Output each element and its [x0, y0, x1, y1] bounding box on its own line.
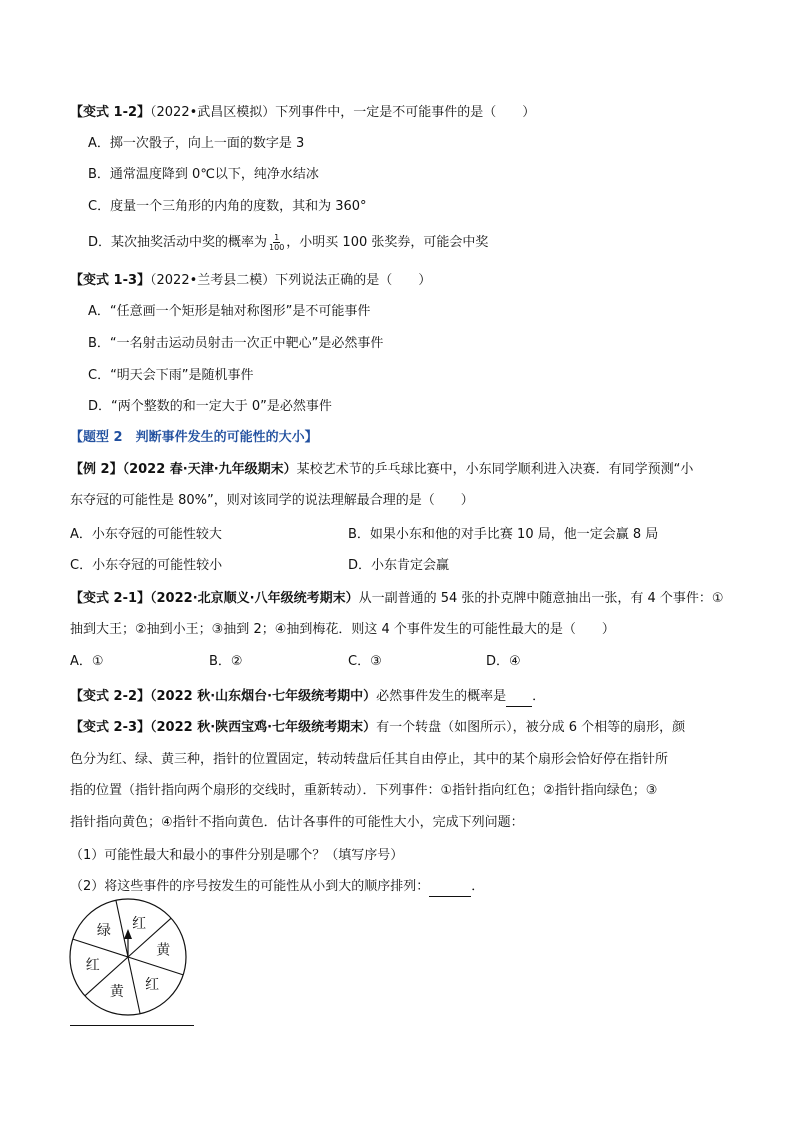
- option-b: B．如果小东和他的对手比赛 10 局，他一定会赢 8 局: [348, 527, 659, 542]
- spinner-diagram: [68, 897, 188, 1017]
- question-2-2-stem: [70, 688, 545, 707]
- section-heading: 【题型 2 判断事件发生的可能性的大小】: [70, 430, 318, 445]
- question-2-3-stem-line2: 色分为红、绿、黄三种，指针的位置固定，转动转盘后任其自由停止，其中的某个扇形会恰好停在指针所: [70, 752, 669, 767]
- question-text: （2022•武昌区模拟）下列事件中，一定是不可能事件的是（ ）: [150, 105, 536, 120]
- question-1-3-stem: [70, 272, 431, 290]
- sector-label: 红: [145, 976, 160, 993]
- sector-label: 黄: [156, 942, 171, 959]
- sub-question-1: （1）可能性最大和最小的事件分别是哪个？（填写序号）: [70, 848, 404, 863]
- option-c: C．小东夺冠的可能性较小: [70, 558, 223, 573]
- question-text: 某校艺术节的乒乓球比赛中，小东同学顺利进入决赛．有同学预测“小: [296, 462, 694, 477]
- question-end: ．: [471, 879, 485, 894]
- option-d: [88, 233, 488, 252]
- option-c: C．③: [348, 654, 382, 669]
- option-d-text-rest: ，小明买 100 张奖券，可能会中奖: [286, 235, 489, 250]
- question-2-1-stem-line2: 抽到大王；②抽到小王；③抽到 2；④抽到梅花．则这 4 个事件发生的可能性最大的是（ ）: [70, 622, 615, 637]
- option-a: A．掷一次骰子，向上一面的数字是 3: [88, 136, 305, 151]
- question-source: （2022 春·天津·九年级期末）: [122, 462, 297, 477]
- question-2-1-stem: [70, 590, 724, 608]
- question-tag: 【变式 1-2】: [70, 105, 151, 120]
- sub-question-2-text: （2）将这些事件的序号按发生的可能性从小到大的顺序排列：: [70, 879, 430, 894]
- question-2-3-stem-line4: 指针指向黄色；④指针不指向黄色．估计各事件的可能性大小，完成下列问题：: [70, 815, 524, 830]
- question-text: 从一副普通的 54 张的扑克牌中随意抽出一张，有 4 个事件：①: [358, 591, 724, 606]
- question-2-3-stem-line3: 指的位置（指针指向两个扇形的交线时，重新转动）．下列事件：①指针指向红色；②指针指向绿色；③: [70, 783, 658, 798]
- option-b: B．通常温度降到 0℃以下，纯净水结冰: [88, 167, 319, 182]
- question-source: （2022 秋·陕西宝鸡·七年级统考期末）: [150, 720, 377, 735]
- sector-label: 红: [132, 915, 147, 932]
- option-c: C．度量一个三角形的内角的度数，其和为 360°: [88, 199, 367, 214]
- footnote-separator: [70, 1025, 194, 1026]
- question-text: （2022•兰考县二模）下列说法正确的是（ ）: [150, 273, 432, 288]
- question-tag: 【例 2】: [70, 462, 123, 477]
- example-2-stem: [70, 461, 693, 479]
- question-tag: 【变式 2-1】: [70, 591, 151, 606]
- option-b: B．“一名射击运动员射击一次正中靶心”是必然事件: [88, 336, 384, 351]
- question-source: （2022 秋·山东烟台·七年级统考期中）: [150, 689, 377, 704]
- sector-label: 红: [85, 957, 100, 974]
- option-d: D．④: [486, 654, 521, 669]
- sector-label: 黄: [109, 984, 124, 1001]
- question-tag: 【变式 1-3】: [70, 273, 151, 288]
- sub-question-2: [70, 878, 484, 897]
- question-tag: 【变式 2-2】: [70, 689, 151, 704]
- option-d-text: D．某次抽奖活动中奖的概率为: [88, 235, 268, 250]
- answer-blank[interactable]: [429, 878, 471, 897]
- question-text: 有一个转盘（如图所示），被分成 6 个相等的扇形，颜: [376, 720, 686, 735]
- option-a: A．①: [70, 654, 104, 669]
- probability-fraction: [269, 233, 284, 252]
- option-c: C．“明天会下雨”是随机事件: [88, 368, 254, 383]
- sector-label: 绿: [96, 923, 111, 940]
- question-source: （2022·北京顺义·八年级统考期末）: [150, 591, 359, 606]
- question-2-3-stem: [70, 719, 685, 737]
- option-d: D．“两个整数的和一定大于 0”是必然事件: [88, 399, 332, 414]
- example-2-stem-line2: 东夺冠的可能性是 80%”，则对该同学的说法理解最合理的是（ ）: [70, 493, 474, 508]
- option-a: A．“任意画一个矩形是轴对称图形”是不可能事件: [88, 304, 371, 319]
- option-d: D．小东肯定会赢: [348, 558, 450, 573]
- answer-blank[interactable]: [506, 688, 532, 707]
- question-end: ．: [532, 689, 546, 704]
- question-text: 必然事件发生的概率是: [376, 689, 507, 704]
- fraction-numerator: 1: [274, 233, 280, 242]
- option-a: A．小东夺冠的可能性较大: [70, 527, 222, 542]
- option-b: B．②: [209, 654, 243, 669]
- fraction-denominator: 100: [269, 243, 285, 252]
- question-1-2-stem: [70, 104, 535, 122]
- question-tag: 【变式 2-3】: [70, 720, 151, 735]
